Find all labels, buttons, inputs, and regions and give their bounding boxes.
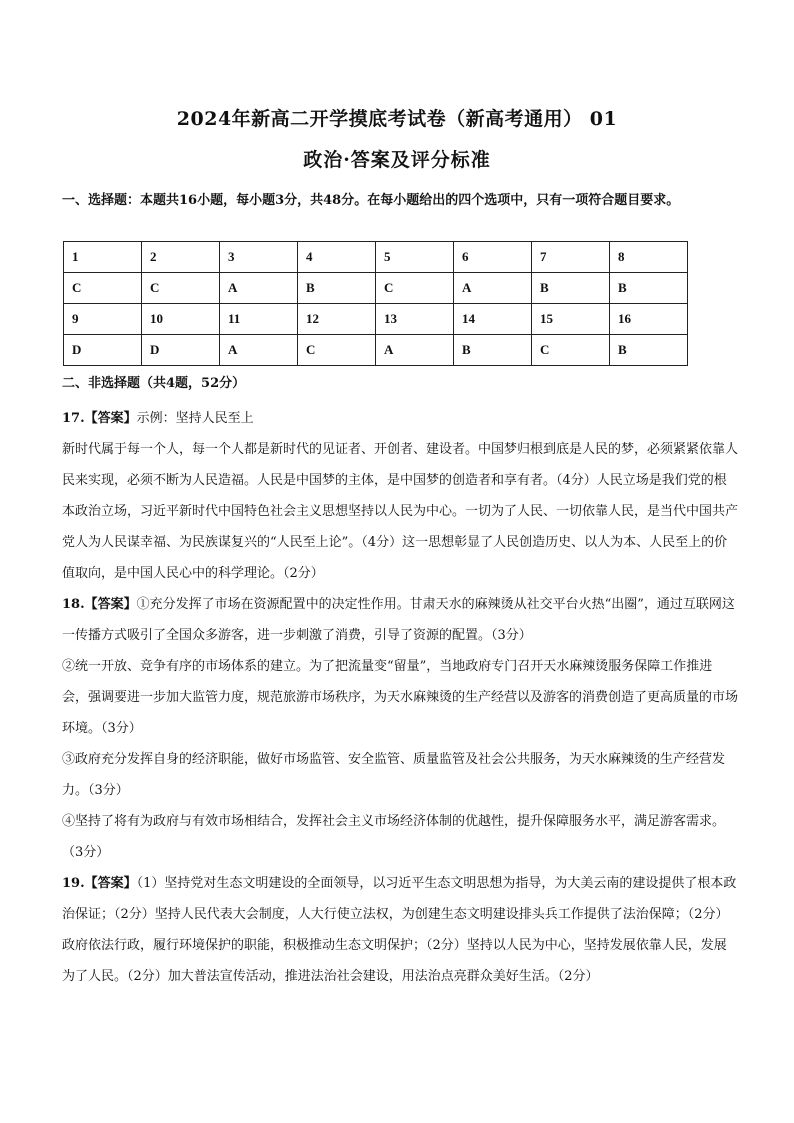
table-cell: B (610, 335, 688, 366)
q17-paragraph: 新时代属于每一个人，每一个人都是新时代的见证者、开创者、建设者。中国梦归根到底是人民的梦，必须紧紧依靠人民来实现，必须不断为人民造福。人民是中国梦的主体，是中国梦的创造者和享有者。（4分）人民立场是我们党的根本政治立场，习近平新时代中国特色社会主义思想坚持以人民为中心。一切为了人民、一切依靠人民，是当代中国共产党人为人民谋幸福、为民族谋复兴的“人民至上论”。（4分）这一思想彰显了人民创造历史、以人为本、人民至上的价值取向，是中国人民心中的科学理论。（2分） (62, 442, 739, 581)
table-cell: A (454, 273, 532, 304)
table-row (64, 335, 688, 366)
table-cell: 8 (610, 242, 688, 273)
table-cell: D (142, 335, 220, 366)
page-title: 2024年新高二开学摸底考试卷（新高考通用） 01 (176, 108, 618, 130)
q18-point-2: ②统一开放、竞争有序的市场体系的建立。为了把流量变“留量”，当地政府专门召开天水麻辣烫服务保障工作推进会，强调要进一步加大监管力度，规范旅游市场秩序，为天水麻辣烫的生产经营以及游客的消费创造了更高质量的市场环境。（3分） (62, 659, 739, 736)
table-cell: 14 (454, 304, 532, 335)
table-cell: B (532, 273, 610, 304)
section-1-heading: 一、选择题：本题共16小题，每小题3分，共48分。在每小题给出的四个选项中，只有一项符合题目要求。 (62, 193, 680, 208)
q19-part-1: （1）坚持党对生态文明建设的全面领导，以习近平生态文明思想为指导，为大美云南的建设提供了根本政治保证；（2分）坚持人民代表大会制度，人大行使立法权，为创建生态文明建设排头兵工作提供了法治保障；（2分）政府依法行政，履行环境保护的职能，积极推动生态文明保护；（2分）坚持以人民为中心，坚持发展依靠人民，发展为了人民。（2分）加大普法宣传活动，推进法治社会建设，用法治点亮群众美好生活。（2分） (62, 876, 737, 984)
table-cell: C (376, 273, 454, 304)
table-cell: A (220, 273, 298, 304)
table-cell: C (532, 335, 610, 366)
q17-label: 17.【答案】 (62, 411, 137, 426)
table-cell: 11 (220, 304, 298, 335)
section-2-heading: 二、非选择题（共4题，52分） (62, 376, 246, 391)
table-cell: 5 (376, 242, 454, 273)
table-cell: 3 (220, 242, 298, 273)
page-subtitle: 政治·答案及评分标准 (303, 149, 491, 171)
table-cell: B (454, 335, 532, 366)
table-cell: 4 (298, 242, 376, 273)
table-cell: 6 (454, 242, 532, 273)
table-cell: B (610, 273, 688, 304)
table-cell: B (298, 273, 376, 304)
q18-label: 18.【答案】 (62, 597, 137, 612)
table-cell: C (64, 273, 142, 304)
table-cell: C (142, 273, 220, 304)
q18-point-4: ④坚持了将有为政府与有效市场相结合，发挥社会主义市场经济体制的优越性，提升保障服务水平，满足游客需求。（3分） (62, 814, 726, 860)
table-cell: A (220, 335, 298, 366)
table-cell: 2 (142, 242, 220, 273)
q19-first-line (62, 868, 738, 992)
q18-point-3: ③政府充分发挥自身的经济职能，做好市场监管、安全监管、质量监管及社会公共服务，为天水麻辣烫的生产经营发力。（3分） (62, 752, 726, 798)
q17-lead: 示例：坚持人民至上 (136, 411, 254, 426)
table-cell: A (376, 335, 454, 366)
table-row (64, 242, 688, 273)
table-cell: 13 (376, 304, 454, 335)
table-cell: 12 (298, 304, 376, 335)
table-cell: 15 (532, 304, 610, 335)
table-cell: D (64, 335, 142, 366)
table-cell: 16 (610, 304, 688, 335)
table-cell: 7 (532, 242, 610, 273)
q17-lead-line (62, 403, 738, 434)
answer-body (62, 403, 738, 992)
table-row (64, 273, 688, 304)
table-cell: C (298, 335, 376, 366)
table-cell: 9 (64, 304, 142, 335)
answer-table (63, 241, 688, 366)
table-cell: 1 (64, 242, 142, 273)
table-row (64, 304, 688, 335)
q18-first-line (62, 589, 738, 651)
table-cell: 10 (142, 304, 220, 335)
q18-point-1: ①充分发挥了市场在资源配置中的决定性作用。甘肃天水的麻辣烫从社交平台火热“出圈”，通过互联网这一传播方式吸引了全国众多游客，进一步刺激了消费，引导了资源的配置。（3分） (62, 597, 735, 643)
q19-label: 19.【答案】 (62, 876, 137, 891)
